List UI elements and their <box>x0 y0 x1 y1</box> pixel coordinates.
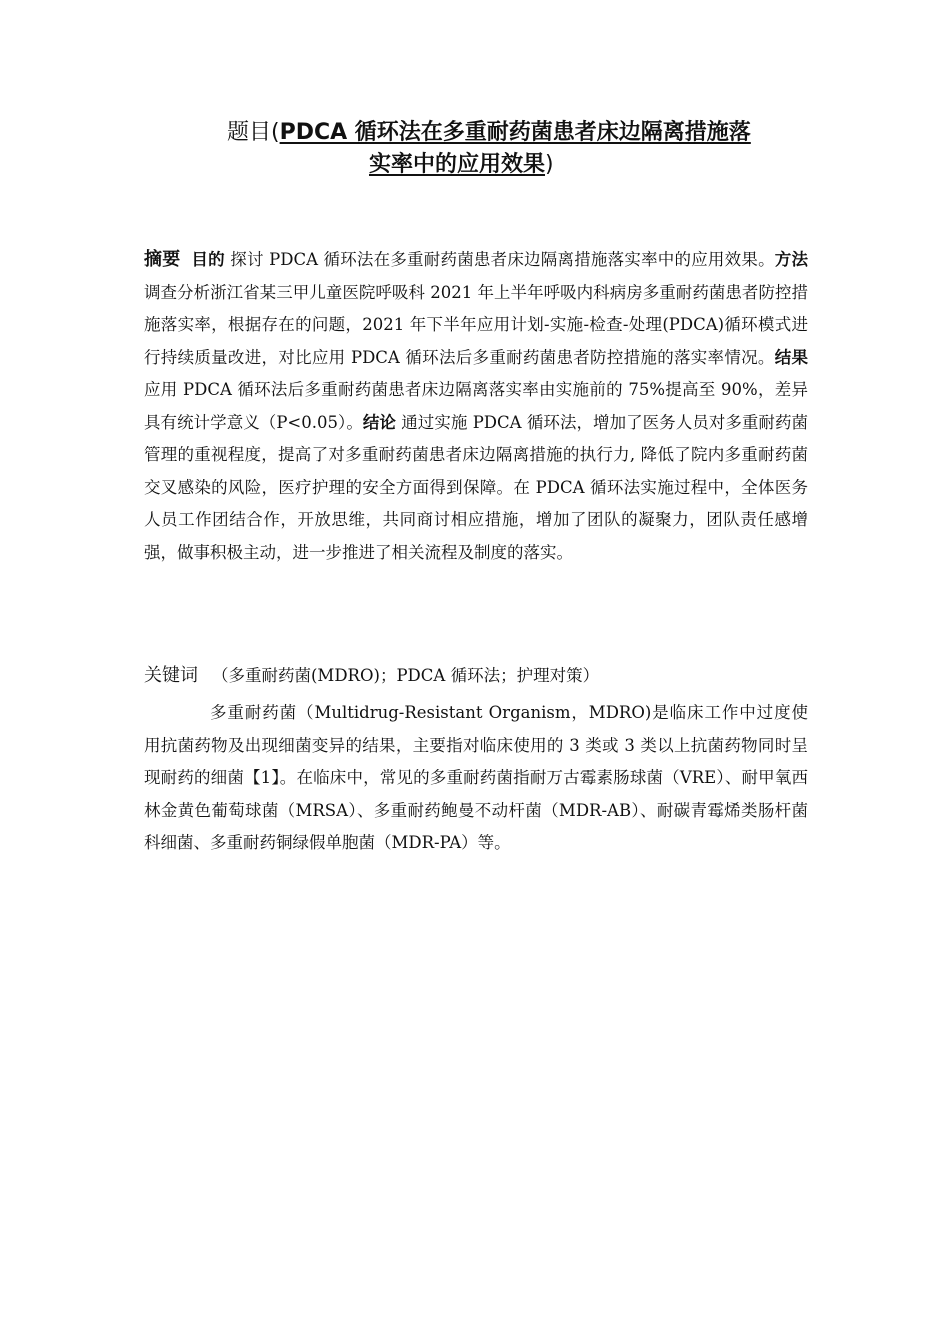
method-text: 调查分析浙江省某三甲儿童医院呼吸科 2021 年上半年呼吸内科病房多重耐药菌患者防控措施落实率，根据存在的问题，2021 年下半年应用计划-实施-检查-处理(PDCA)循环模式进行持续质量改进，对比应用 PDCA 循环法后多重耐药菌患者防控措施的落实率情况。 <box>144 282 808 367</box>
conclusion-text: 通过实施 PDCA 循环法，增加了医务人员对多重耐药菌管理的重视程度，提高了对多重耐药菌患者床边隔离措施的执行力, 降低了院内多重耐药菌交叉感染的风险，医疗护理的安全方面得到保障。在 PDCA 循环法实施过程中，全体医务人员工作团结合作，开放思维，共同商讨相应措施，增加了团队的凝聚力，团队责任感增强，做事积极主动，进一步推进了相关流程及制度的落实。 <box>144 412 809 562</box>
keywords-line <box>144 660 808 692</box>
title-line-2-wrap <box>227 149 827 181</box>
result-label: 结果 <box>774 347 808 367</box>
result-text: 应用 PDCA 循环法后多重耐药菌患者床边隔离落实率由实施前的 75%提高至 90%，差异具有统计学意义（P<0.05）。 <box>144 380 808 432</box>
title-prefix: 题目( <box>227 120 280 145</box>
objective-text: 探讨 PDCA 循环法在多重耐药菌患者床边隔离措施落实率中的应用效果。 <box>224 250 775 269</box>
title-line-1: PDCA 循环法在多重耐药菌患者床边隔离措施落 <box>279 120 751 145</box>
body-paragraph: 多重耐药菌（Multidrug-Resistant Organism，MDRO)是临床工作中过度使用抗菌药物及出现细菌变异的结果，主要指对临床使用的 3 类或 3 类以上抗菌药物同时呈现耐药的细菌【1】。在临床中，常见的多重耐药菌指耐万古霉素肠球菌（VRE）、耐甲氧西林金黄色葡萄球菌（MRSA）、多重耐药鲍曼不动杆菌（MDR-AB）、耐碳青霉烯类肠杆菌科细菌、多重耐药铜绿假单胞菌（MDR-PA）等。 <box>144 703 808 852</box>
keywords-heading: 关键词 <box>144 665 198 686</box>
keywords-text: （多重耐药菌(MDRO)；PDCA 循环法；护理对策） <box>212 666 600 685</box>
title-suffix: ) <box>545 152 554 177</box>
method-label: 方法 <box>774 250 809 269</box>
abstract-paragraph <box>144 244 808 569</box>
abstract-heading: 摘要 <box>144 249 181 270</box>
objective-label: 目的 <box>191 250 225 269</box>
title-line-2: 实率中的应用效果 <box>369 152 546 177</box>
document-title <box>227 117 827 181</box>
conclusion-label: 结论 <box>362 412 396 432</box>
